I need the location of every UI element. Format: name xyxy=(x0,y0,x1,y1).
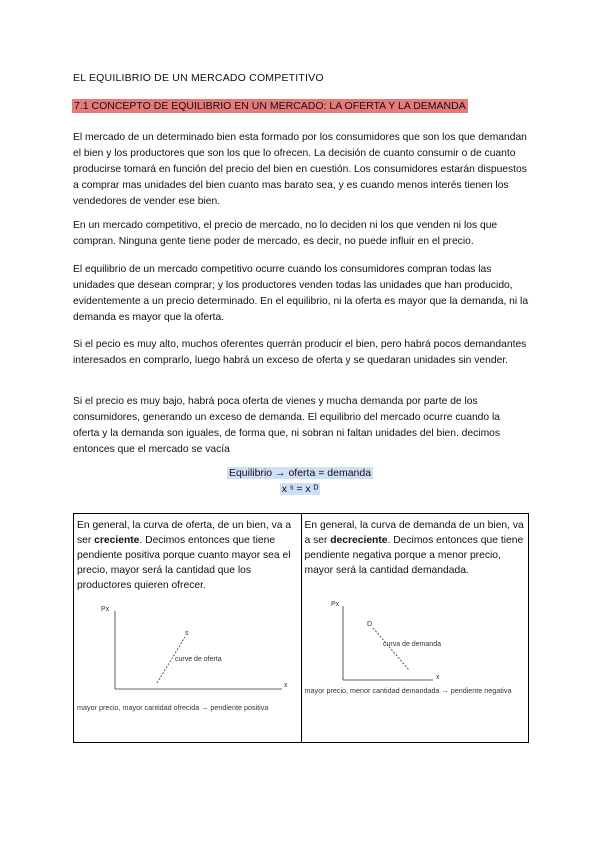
paragraph: El mercado de un determinado bien esta formado por los consumidores que son los que demandan el bien y los productores que son los que lo ofrecen. La decisión de cuanto consumir o de cuanto producirse tomará en función del precio del bien en cuestión. Los consumidores estarán dispuestos a comprar mas unidades del bien cuanto mas barato sea, y es cuando menos interés tienen los vendedores de vender ese bien. xyxy=(73,132,527,207)
demand-keyword: decreciente xyxy=(330,535,388,546)
demand-y-axis-label: Px xyxy=(330,601,339,608)
demand-caption: mayor precio, menor cantidad demandada → pendiente negativa xyxy=(304,686,512,695)
demand-curve xyxy=(373,628,409,670)
supply-description xyxy=(77,518,298,593)
formula-line: x ˢ = x ᴰ xyxy=(281,483,319,495)
demand-description xyxy=(305,518,526,578)
supply-curve-letter: s xyxy=(185,630,189,637)
paragraph: Si el pecio es muy alto, muchos oferentes querrán producir el bien, pero habrá pocos demandantes interesados en comprarlo, luego habrá un exceso de oferta y se quedaran unidades sin vender. xyxy=(73,339,527,366)
supply-y-axis-label: Px xyxy=(101,606,110,613)
supply-caption: mayor precio, mayor cantidad ofrecida → pendiente positiva xyxy=(77,703,269,712)
demand-curve-label: curva de demanda xyxy=(382,641,441,648)
supply-graph xyxy=(77,601,297,701)
paragraph: El equilibrio de un mercado competitivo ocurre cuando los consumidores compran todas las unidades que desean comprar; y los productores venden todas las unidades que han producido, evidentemente a un precio determinado. En el equilibrio, ni la oferta es mayor que la demanda, ni la demanda es mayor que la oferta. xyxy=(73,264,529,323)
equilibrium-equation xyxy=(0,467,600,479)
demand-graph xyxy=(305,598,525,698)
supply-text-start: En general, la curva de oferta, de un bien, va a ser xyxy=(77,520,292,546)
demand-text-end: . Decimos entonces que tiene pendiente negativa porque a menor precio, mayor será la cantidad demandada. xyxy=(304,535,524,576)
supply-curve-label: curve de oferta xyxy=(175,656,222,663)
supply-text-end: . Decimos entonces que tiene pendiente positiva porque cuanto mayor sea el precio, mayor será la cantidad que los productores quieren ofrecer. xyxy=(77,535,291,591)
equilibrium-formula xyxy=(0,483,600,495)
section-heading: 7.1 CONCEPTO DE EQUILIBRIO EN UN MERCADO: LA OFERTA Y LA DEMANDA xyxy=(74,100,466,112)
demand-curve-letter: D xyxy=(366,621,372,628)
paragraph: En un mercado competitivo, el precio de mercado, no lo deciden ni los que venden ni los que compran. Ninguna gente tiene poder de mercado, es decir, no puede influir en el precio. xyxy=(73,220,498,247)
demand-cell xyxy=(301,514,529,743)
supply-keyword: creciente xyxy=(94,535,140,546)
demand-x-axis-label: x xyxy=(435,674,439,681)
equation-line: Equilibrio → oferta = demanda xyxy=(228,467,372,479)
demand-text-start: En general, la curva de demanda de un bien, va a ser xyxy=(304,520,524,546)
paragraph: Si el precio es muy bajo, habrá poca oferta de vienes y mucha demanda por parte de los consumidores, generando un exceso de demanda. El equilibrio del mercado ocurre cuando la oferta y la demanda son iguales, de forma que, ni sobran ni faltan unidades del bien. decimos entonces que el mercado se vacía xyxy=(73,396,501,455)
supply-cell xyxy=(74,514,302,743)
supply-demand-table xyxy=(73,513,529,743)
supply-x-axis-label: x xyxy=(284,682,288,689)
document-title: EL EQUILIBRIO DE UN MERCADO COMPETITIVO xyxy=(73,72,324,84)
